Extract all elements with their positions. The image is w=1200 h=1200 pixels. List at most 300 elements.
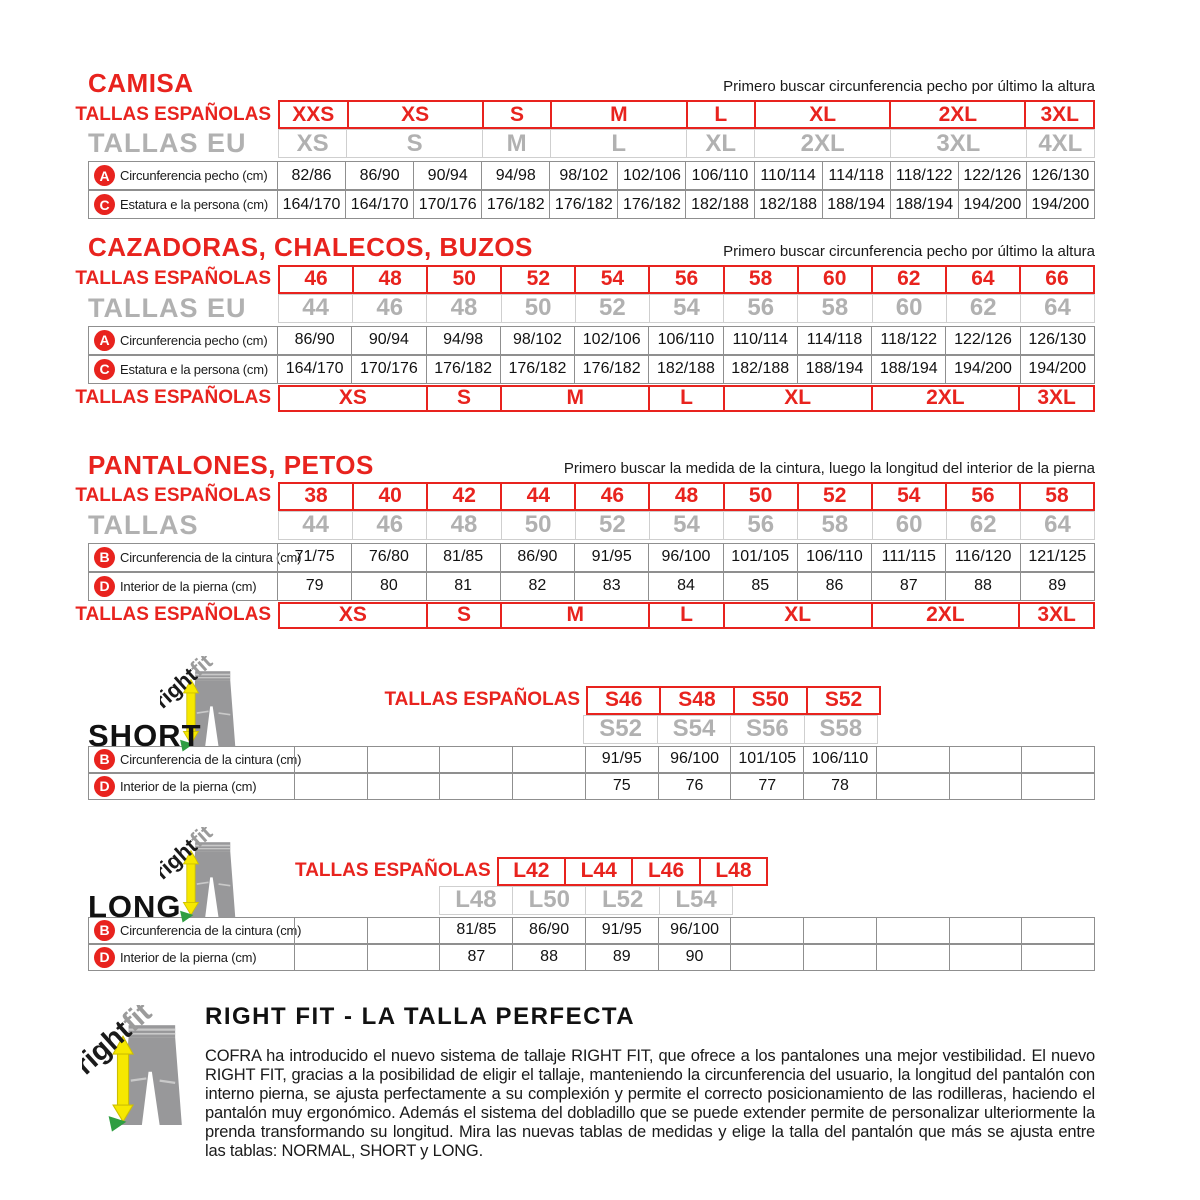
measure-label-text: Circunferencia pecho (cm) <box>120 168 268 184</box>
measure-value-cell: 81/85 <box>426 543 501 572</box>
spanish-sizes-label: TALLAS ESPAÑOLAS <box>75 387 271 409</box>
measure-label-text: Estatura e la persona (cm) <box>120 197 268 213</box>
measure-value-cell <box>1021 944 1095 971</box>
measure-value-cell: 77 <box>730 773 804 800</box>
measure-value-cell: 164/170 <box>277 355 352 384</box>
measure-row-label <box>88 190 278 219</box>
measure-value-cell: 89 <box>1020 572 1095 601</box>
measure-value-cell: 85 <box>723 572 798 601</box>
measure-value-cell: 170/176 <box>351 355 426 384</box>
size-eu-cell: 64 <box>1020 294 1095 323</box>
size-es-cell: S <box>426 602 503 629</box>
measure-value-cell <box>294 917 368 944</box>
size-es-cell: TALLAS ESPAÑOLAS <box>384 689 581 711</box>
measure-value-cell: 88 <box>512 944 586 971</box>
measure-row-label <box>88 572 278 601</box>
measure-value-cell: 96/100 <box>658 746 732 773</box>
measure-label-text: Circunferencia de la cintura (cm) <box>120 922 302 938</box>
measure-value-cell: 86 <box>797 572 872 601</box>
size-es-cell: S <box>426 385 503 412</box>
size-eu-cell: 50 <box>501 511 576 540</box>
pantalones-waist-row <box>88 543 1095 572</box>
size-eu-cell: 52 <box>575 294 650 323</box>
measure-value-cell <box>876 944 950 971</box>
measure-value-cell: 188/194 <box>871 355 946 384</box>
size-eu-cell: 62 <box>946 511 1021 540</box>
size-es-cell: 2XL <box>871 602 1021 629</box>
measure-value-cell <box>949 746 1023 773</box>
size-es-cell: 66 <box>1019 265 1095 294</box>
measure-value-cell: 164/170 <box>277 190 346 219</box>
short-leg-cells <box>295 773 1095 800</box>
section-title-camisa: CAMISA <box>88 68 194 98</box>
measure-row-label <box>88 355 278 384</box>
measure-value-cell: 84 <box>648 572 723 601</box>
size-es-cell: S48 <box>659 686 734 715</box>
size-es-cell: S <box>482 100 553 129</box>
size-eu-cell <box>733 886 1095 915</box>
measure-value-cell: 91/95 <box>585 917 659 944</box>
rightfit-description: COFRA ha introducido el nuevo sistema de tallaje RIGHT FIT, que ofrece a los pantalones una mejor vestibilidad. El nuevo RIGHT FIT, gracias a la posibilidad de eligir el tallaje, manteniendo la circunferencia del usuario, la longitud del pantalón con interno pierna, se ajusta perfectamente a su complexión y permite el correcto posicionamiento de las rodilleras, haciendo el pantalón muy ergonómico. Además el sistema del dobladillo que se puede extender permite de personalizar ulteriormente la prenda transformando su longitud. Mira las nuevas tablas de medidas y elige la talla del pantalón que más se ajusta entre las tablas: NORMAL, SHORT y LONG. <box>205 1047 1095 1161</box>
cazadoras-eu-cells <box>278 294 1095 323</box>
measure-value-cell: 114/118 <box>797 326 872 355</box>
measure-value-cell <box>367 917 441 944</box>
size-es-cell: L <box>648 602 725 629</box>
camisa-eu-cells <box>278 129 1095 158</box>
size-es-cell: 3XL <box>1018 385 1095 412</box>
measure-value-cell: 82 <box>500 572 575 601</box>
size-eu-cell: 2XL <box>754 129 891 158</box>
measure-value-cell <box>876 773 950 800</box>
size-eu-cell: 56 <box>723 294 798 323</box>
measure-value-cell <box>1021 773 1095 800</box>
eu-sizes-label: TALLAS EU <box>88 128 247 159</box>
cazadoras-eu-sizes-row <box>88 294 1095 323</box>
measure-value-cell: 126/130 <box>1020 326 1095 355</box>
size-es-cell: L44 <box>564 857 633 886</box>
measure-b-icon: B <box>94 749 115 770</box>
measure-value-cell: 188/194 <box>797 355 872 384</box>
measure-value-cell <box>730 944 804 971</box>
measure-value-cell: 122/126 <box>945 326 1020 355</box>
measure-value-cell: 82/86 <box>277 161 346 190</box>
pantalones-note: Primero buscar la medida de la cintura, luego la longitud del interior de la pierna <box>563 459 1095 477</box>
size-eu-cell: L48 <box>439 886 513 915</box>
size-es-cell: 40 <box>352 482 428 511</box>
measure-value-cell: 101/105 <box>730 746 804 773</box>
measure-d-icon: D <box>94 576 115 597</box>
size-es-cell: 56 <box>648 265 724 294</box>
measure-value-cell <box>439 773 513 800</box>
size-eu-cell: L50 <box>512 886 586 915</box>
size-es-cell: XS <box>278 385 428 412</box>
size-es-cell: 3XL <box>1024 100 1095 129</box>
measure-b-icon: B <box>94 920 115 941</box>
measure-value-cell: 94/98 <box>481 161 550 190</box>
size-es-cell: 64 <box>945 265 1021 294</box>
rightfit-pants-icon <box>82 1005 204 1143</box>
measure-a-icon: A <box>94 330 115 351</box>
measure-label-text: Circunferencia de la cintura (cm) <box>120 751 302 767</box>
size-es-cell: 38 <box>278 482 354 511</box>
measure-value-cell <box>730 917 804 944</box>
measure-d-icon: D <box>94 776 115 797</box>
size-eu-cell: XS <box>278 129 347 158</box>
size-es-cell: XS <box>278 602 428 629</box>
measure-value-cell: 106/110 <box>648 326 723 355</box>
size-eu-cell: 52 <box>575 511 650 540</box>
measure-value-cell: 96/100 <box>648 543 723 572</box>
size-eu-cell: 54 <box>649 511 724 540</box>
size-eu-cell: 44 <box>278 511 353 540</box>
size-es-cell: 54 <box>871 482 947 511</box>
size-eu-cell: 56 <box>723 511 798 540</box>
measure-value-cell <box>294 773 368 800</box>
size-eu-cell: S56 <box>730 715 804 744</box>
measure-value-cell: 101/105 <box>723 543 798 572</box>
size-es-cell: M <box>500 602 650 629</box>
measure-value-cell: 118/122 <box>890 161 959 190</box>
measure-value-cell: 110/114 <box>723 326 798 355</box>
pantalones-leg-row <box>88 572 1095 601</box>
size-es-cell: 58 <box>1019 482 1095 511</box>
measure-value-cell <box>1021 746 1095 773</box>
short-header-cells <box>295 686 1095 715</box>
size-es-cell: 50 <box>426 265 502 294</box>
measure-value-cell: 121/125 <box>1020 543 1095 572</box>
measure-value-cell: 83 <box>574 572 649 601</box>
size-es-cell: TALLAS ESPAÑOLAS <box>295 860 491 882</box>
measure-value-cell: 176/182 <box>574 355 649 384</box>
measure-value-cell: 79 <box>277 572 352 601</box>
size-es-cell: XXS <box>278 100 349 129</box>
size-es-cell: S52 <box>806 686 881 715</box>
measure-value-cell: 96/100 <box>658 917 732 944</box>
spanish-sizes-label: TALLAS ESPAÑOLAS <box>75 485 271 507</box>
size-es-cell: L <box>686 100 757 129</box>
size-es-cell: 2XL <box>889 100 1026 129</box>
short-title: SHORT <box>88 717 202 753</box>
size-eu-cell: 3XL <box>890 129 1027 158</box>
measure-value-cell: 86/90 <box>500 543 575 572</box>
pantalones-bottom-sizes-row <box>75 602 1095 629</box>
section-title-cazadoras: CAZADORAS, CHALECOS, BUZOS <box>88 232 533 263</box>
measure-value-cell: 176/182 <box>500 355 575 384</box>
measure-value-cell: 86/90 <box>277 326 352 355</box>
measure-row-label <box>88 161 278 190</box>
size-es-cell <box>768 857 1095 886</box>
measure-value-cell: 176/182 <box>617 190 686 219</box>
size-es-cell: L46 <box>631 857 700 886</box>
size-es-cell: 42 <box>426 482 502 511</box>
size-es-cell: 50 <box>723 482 799 511</box>
size-eu-cell: 64 <box>1020 511 1095 540</box>
cazadoras-bottom-cells <box>278 385 1095 412</box>
size-es-cell: XS <box>347 100 484 129</box>
measure-value-cell: 126/130 <box>1026 161 1095 190</box>
size-eu-cell: 58 <box>797 294 872 323</box>
size-eu-cell: L52 <box>585 886 659 915</box>
size-es-cell: 3XL <box>1018 602 1095 629</box>
measure-value-cell: 81 <box>426 572 501 601</box>
short-gray-cells <box>295 715 1095 744</box>
measure-value-cell: 176/182 <box>426 355 501 384</box>
camisa-spanish-sizes-row <box>75 100 1095 129</box>
measure-value-cell: 91/95 <box>574 543 649 572</box>
size-eu-cell: 62 <box>946 294 1021 323</box>
measure-value-cell <box>949 917 1023 944</box>
measure-value-cell: 80 <box>351 572 426 601</box>
camisa-chest-row <box>88 161 1095 190</box>
measure-c-icon: C <box>94 359 115 380</box>
section-pantalones <box>75 449 1095 629</box>
tallas-label: TALLAS <box>88 509 199 540</box>
measure-value-cell: 106/110 <box>803 746 877 773</box>
measure-row-label <box>88 326 278 355</box>
measure-value-cell: 76/80 <box>351 543 426 572</box>
measure-row-label <box>88 543 302 572</box>
size-eu-cell: L54 <box>659 886 733 915</box>
camisa-height-cells <box>278 190 1095 219</box>
pantalones-tallas-cells <box>278 511 1095 540</box>
section-long <box>88 857 1095 971</box>
spanish-sizes-label: TALLAS ESPAÑOLAS <box>75 268 271 290</box>
measure-value-cell <box>367 944 441 971</box>
measure-value-cell: 170/176 <box>413 190 482 219</box>
section-rightfit <box>88 1003 1095 1162</box>
size-eu-cell <box>878 715 1095 744</box>
measure-label-text: Circunferencia pecho (cm) <box>120 332 268 348</box>
size-eu-cell: M <box>482 129 551 158</box>
measure-value-cell: 194/200 <box>1026 190 1095 219</box>
size-es-cell: 44 <box>500 482 576 511</box>
size-es-cell <box>881 686 1095 715</box>
size-eu-cell: 4XL <box>1026 129 1095 158</box>
size-es-cell: S50 <box>733 686 808 715</box>
long-leg-cells <box>295 944 1095 971</box>
short-waist-cells <box>295 746 1095 773</box>
measure-value-cell <box>803 917 877 944</box>
spanish-sizes-label: TALLAS ESPAÑOLAS <box>75 604 271 626</box>
size-es-cell: L42 <box>497 857 566 886</box>
measure-value-cell: 194/200 <box>958 190 1027 219</box>
section-short <box>88 686 1095 800</box>
measure-value-cell: 182/188 <box>723 355 798 384</box>
pantalones-spanish-sizes-row <box>75 482 1095 511</box>
camisa-chest-cells <box>278 161 1095 190</box>
size-es-cell: 52 <box>500 265 576 294</box>
measure-value-cell: 106/110 <box>685 161 754 190</box>
measure-row-label <box>88 773 295 800</box>
measure-value-cell: 90 <box>658 944 732 971</box>
measure-row-label <box>88 944 295 971</box>
measure-value-cell: 102/106 <box>617 161 686 190</box>
measure-value-cell: 76 <box>658 773 732 800</box>
size-es-cell: 48 <box>352 265 428 294</box>
pantalones-es-cells <box>278 482 1095 511</box>
measure-value-cell: 87 <box>871 572 946 601</box>
size-eu-cell: 50 <box>501 294 576 323</box>
measure-value-cell <box>876 917 950 944</box>
measure-value-cell: 188/194 <box>822 190 891 219</box>
size-eu-cell: 58 <box>797 511 872 540</box>
measure-value-cell: 176/182 <box>549 190 618 219</box>
size-eu-cell <box>295 886 440 915</box>
measure-value-cell: 91/95 <box>585 746 659 773</box>
size-eu-cell: XL <box>686 129 755 158</box>
cazadoras-height-cells <box>278 355 1095 384</box>
size-eu-cell: S <box>346 129 483 158</box>
size-es-cell: 46 <box>278 265 354 294</box>
camisa-es-cells <box>278 100 1095 129</box>
measure-label-text: Interior de la pierna (cm) <box>120 949 257 965</box>
measure-label-text: Interior de la pierna (cm) <box>120 578 257 594</box>
measure-value-cell: 94/98 <box>426 326 501 355</box>
measure-value-cell: 194/200 <box>1020 355 1095 384</box>
measure-value-cell: 86/90 <box>512 917 586 944</box>
measure-value-cell <box>803 944 877 971</box>
pantalones-tallas-row <box>88 511 1095 540</box>
measure-value-cell: 90/94 <box>351 326 426 355</box>
measure-value-cell: 98/102 <box>549 161 618 190</box>
size-eu-cell: 48 <box>426 294 501 323</box>
section-title-pantalones: PANTALONES, PETOS <box>88 449 374 480</box>
measure-label-text: Circunferencia de la cintura (cm) <box>120 549 302 565</box>
spanish-sizes-label: TALLAS ESPAÑOLAS <box>75 103 271 125</box>
size-es-cell: XL <box>723 602 873 629</box>
measure-a-icon: A <box>94 165 115 186</box>
cazadoras-height-row <box>88 355 1095 384</box>
camisa-eu-sizes-row <box>88 129 1095 158</box>
short-leg-row <box>88 773 1095 800</box>
section-camisa <box>75 68 1095 219</box>
measure-value-cell <box>367 773 441 800</box>
cazadoras-bottom-sizes-row <box>75 385 1095 412</box>
cazadoras-es-cells <box>278 265 1095 294</box>
long-leg-row <box>88 944 1095 971</box>
long-waist-cells <box>295 917 1095 944</box>
size-es-cell: 62 <box>871 265 947 294</box>
measure-value-cell <box>949 773 1023 800</box>
size-es-cell: 54 <box>574 265 650 294</box>
size-es-cell: 58 <box>723 265 799 294</box>
cazadoras-chest-cells <box>278 326 1095 355</box>
size-es-cell: 48 <box>648 482 724 511</box>
measure-label-text: Interior de la pierna (cm) <box>120 778 257 794</box>
cazadoras-spanish-sizes-row <box>75 265 1095 294</box>
measure-value-cell <box>512 773 586 800</box>
measure-value-cell: 98/102 <box>500 326 575 355</box>
size-es-cell: L <box>648 385 725 412</box>
size-es-cell: L48 <box>699 857 768 886</box>
size-es-cell: 52 <box>797 482 873 511</box>
section-cazadoras <box>75 232 1095 411</box>
pantalones-leg-cells <box>278 572 1095 601</box>
size-es-cell: M <box>550 100 687 129</box>
size-es-cell: M <box>500 385 650 412</box>
measure-value-cell: 114/118 <box>822 161 891 190</box>
measure-value-cell: 194/200 <box>945 355 1020 384</box>
measure-value-cell: 87 <box>439 944 513 971</box>
size-eu-cell: S52 <box>583 715 657 744</box>
size-es-cell: 56 <box>945 482 1021 511</box>
measure-value-cell: 110/114 <box>754 161 823 190</box>
long-title: LONG <box>88 888 182 924</box>
measure-value-cell: 111/115 <box>871 543 946 572</box>
measure-c-icon: C <box>94 194 115 215</box>
size-es-cell: 46 <box>574 482 650 511</box>
measure-value-cell: 176/182 <box>481 190 550 219</box>
measure-d-icon: D <box>94 947 115 968</box>
measure-label-text: Estatura e la persona (cm) <box>120 361 268 377</box>
measure-value-cell <box>367 746 441 773</box>
long-gray-cells <box>295 886 1095 915</box>
eu-sizes-label: TALLAS EU <box>88 292 247 323</box>
long-header-cells <box>295 857 1095 886</box>
size-eu-cell: S54 <box>657 715 731 744</box>
measure-value-cell <box>1021 917 1095 944</box>
measure-value-cell: 71/75 <box>277 543 352 572</box>
measure-value-cell <box>876 746 950 773</box>
measure-value-cell: 106/110 <box>797 543 872 572</box>
measure-value-cell: 90/94 <box>413 161 482 190</box>
size-eu-cell <box>295 715 584 744</box>
pantalones-bottom-cells <box>278 602 1095 629</box>
measure-value-cell: 88 <box>945 572 1020 601</box>
measure-value-cell <box>294 944 368 971</box>
measure-value-cell: 182/188 <box>648 355 723 384</box>
size-eu-cell: L <box>550 129 687 158</box>
measure-value-cell: 89 <box>585 944 659 971</box>
size-eu-cell: 60 <box>872 511 947 540</box>
measure-value-cell: 78 <box>803 773 877 800</box>
cazadoras-chest-row <box>88 326 1095 355</box>
measure-value-cell: 116/120 <box>945 543 1020 572</box>
measure-value-cell: 102/106 <box>574 326 649 355</box>
size-es-cell: XL <box>723 385 873 412</box>
measure-value-cell: 188/194 <box>890 190 959 219</box>
measure-value-cell: 118/122 <box>871 326 946 355</box>
measure-value-cell <box>294 746 368 773</box>
measure-value-cell: 86/90 <box>345 161 414 190</box>
size-es-cell: 2XL <box>871 385 1021 412</box>
measure-value-cell: 75 <box>585 773 659 800</box>
size-es-cell: XL <box>754 100 891 129</box>
size-eu-cell: 60 <box>872 294 947 323</box>
size-eu-cell: 44 <box>278 294 353 323</box>
size-eu-cell: 46 <box>352 294 427 323</box>
measure-value-cell: 81/85 <box>439 917 513 944</box>
camisa-note: Primero buscar circunferencia pecho por último la altura <box>723 78 1095 96</box>
measure-value-cell <box>949 944 1023 971</box>
rightfit-title: RIGHT FIT - LA TALLA PERFECTA <box>205 1002 636 1030</box>
measure-b-icon: B <box>94 547 115 568</box>
size-es-cell: 60 <box>797 265 873 294</box>
measure-value-cell: 182/188 <box>754 190 823 219</box>
cazadoras-note: Primero buscar circunferencia pecho por último la altura <box>723 242 1095 260</box>
measure-value-cell: 122/126 <box>958 161 1027 190</box>
measure-value-cell <box>512 746 586 773</box>
pantalones-waist-cells <box>278 543 1095 572</box>
camisa-height-row <box>88 190 1095 219</box>
measure-value-cell: 182/188 <box>685 190 754 219</box>
size-eu-cell: 48 <box>426 511 501 540</box>
size-eu-cell: 54 <box>649 294 724 323</box>
size-eu-cell: 46 <box>352 511 427 540</box>
measure-value-cell: 164/170 <box>345 190 414 219</box>
size-es-cell: S46 <box>586 686 661 715</box>
measure-value-cell <box>439 746 513 773</box>
